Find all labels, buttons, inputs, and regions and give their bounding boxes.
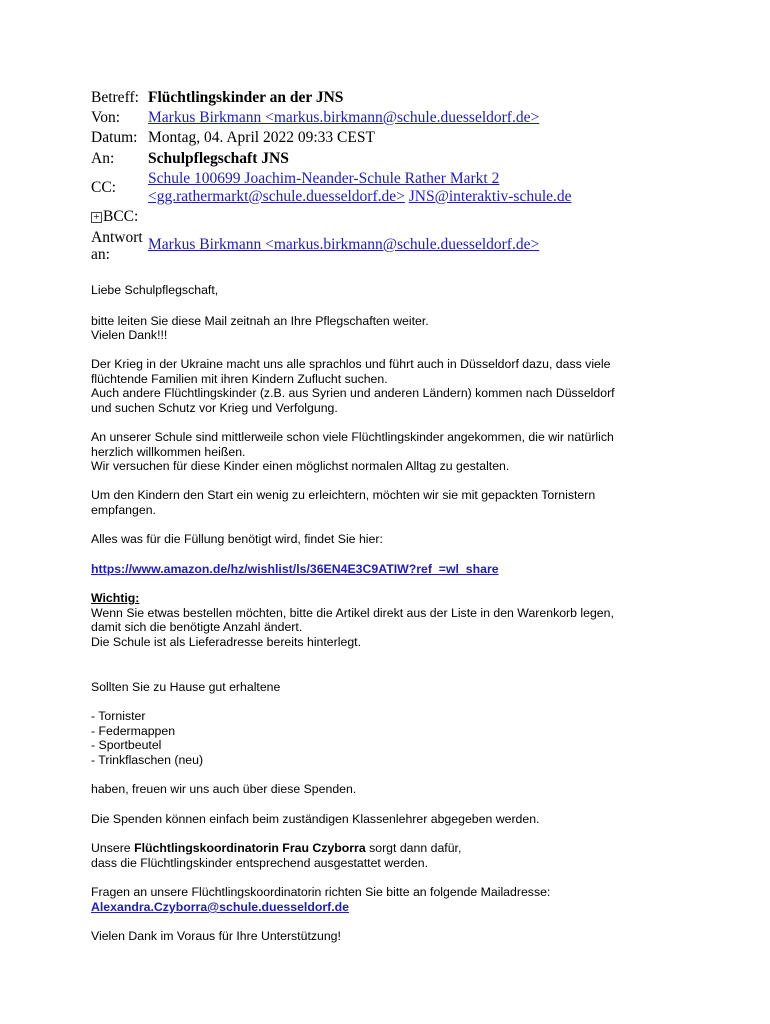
to-value: Schulpflegschaft JNS <box>148 150 289 167</box>
reply-to-link[interactable]: Markus Birkmann <markus.birkmann@schule.duesseldorf.de> <box>148 236 540 253</box>
subject-value: Flüchtlingskinder an der JNS <box>148 89 344 106</box>
reply-to-label <box>91 229 143 263</box>
body-line: An unserer Schule sind mittlerweile schon viele Flüchtlingskinder angekommen, die wir natürlich <box>91 430 614 444</box>
reply-to-label-line2: an: <box>91 246 110 263</box>
body-line: Wenn Sie etwas bestellen möchten, bitte die Artikel direkt aus der Liste in den Warenkorb legen, <box>91 606 614 620</box>
from-link[interactable]: Markus Birkmann <markus.birkmann@schule.duesseldorf.de> <box>148 109 540 126</box>
body-line: Wir versuchen für diese Kinder einen möglichst normalen Alltag zu gestalten. <box>91 459 510 473</box>
body-line: Sollten Sie zu Hause gut erhaltene <box>91 680 281 694</box>
body-line: haben, freuen wir uns auch über diese Spenden. <box>91 782 357 796</box>
coordinator-line <box>91 841 461 856</box>
wishlist-link[interactable]: https://www.amazon.de/hz/wishlist/ls/36EN4E3C9ATIW?ref_=wl_share <box>91 562 499 576</box>
body-line: Der Krieg in der Ukraine macht uns alle sprachlos und führt auch in Düsseldorf dazu, dass viele <box>91 357 611 371</box>
cc-line-2 <box>148 187 572 207</box>
body-line: und suchen Schutz vor Krieg und Verfolgung. <box>91 401 338 415</box>
body-line: dass die Flüchtlingskinder entsprechend ausgestattet werden. <box>91 856 428 870</box>
list-item: - Tornister <box>91 709 146 723</box>
list-item: - Trinkflaschen (neu) <box>91 753 204 767</box>
coordinator-name: Flüchtlingskoordinatorin Frau Czyborra <box>134 841 366 855</box>
reply-to-label-line1: Antwort <box>91 229 143 246</box>
date-label: Datum: <box>91 129 138 146</box>
from-label: Von: <box>91 109 121 126</box>
body-line: damit sich die benötigte Anzahl ändert. <box>91 620 303 634</box>
body-line: Die Schule ist als Lieferadresse bereits hinterlegt. <box>91 635 361 649</box>
cc-row <box>91 169 731 209</box>
bcc-label: BCC: <box>103 208 139 225</box>
body-line: Alles was für die Füllung benötigt wird, findet Sie hier: <box>91 532 383 546</box>
expand-plus-icon[interactable]: + <box>91 212 102 223</box>
cc-link-gg[interactable]: <gg.rathermarkt@schule.duesseldorf.de> <box>148 188 405 205</box>
cc-label: CC: <box>91 179 116 196</box>
to-label: An: <box>91 150 115 167</box>
subject-label: Betreff: <box>91 89 139 106</box>
contact-email-link[interactable]: Alexandra.Czyborra@schule.duesseldorf.de <box>91 900 350 914</box>
body-line: Fragen an unsere Flüchtlingskoordinatorin richten Sie bitte an folgende Mailadresse: <box>91 885 551 899</box>
body-line: bitte leiten Sie diese Mail zeitnah an Ihre Pflegschaften weiter. <box>91 314 429 328</box>
body-line: flüchtende Familien mit ihren Kindern Zuflucht suchen. <box>91 372 388 386</box>
body-line: Vielen Dank!!! <box>91 328 168 342</box>
body-line: herzlich willkommen heißen. <box>91 445 246 459</box>
reply-to-row <box>91 229 731 267</box>
body-line: Um den Kindern den Start ein wenig zu erleichtern, möchten wir sie mit gepackten Tornistern <box>91 488 596 502</box>
greeting: Liebe Schulpflegschaft, <box>91 283 219 297</box>
coordinator-pre: Unsere <box>91 841 135 855</box>
cc-link-jns[interactable]: JNS@interaktiv-schule.de <box>408 188 572 205</box>
list-item: - Federmappen <box>91 724 176 738</box>
important-label: Wichtig: <box>91 591 140 605</box>
cc-link-school[interactable]: Schule 100699 Joachim-Neander-Schule Rather Markt 2 <box>148 170 500 187</box>
closing-line: Vielen Dank im Voraus für Ihre Unterstützung! <box>91 929 341 943</box>
list-item: - Sportbeutel <box>91 738 162 752</box>
body-line: empfangen. <box>91 503 156 517</box>
body-line: Die Spenden können einfach beim zuständigen Klassenlehrer abgegeben werden. <box>91 812 540 826</box>
date-value: Montag, 04. April 2022 09:33 CEST <box>148 129 375 146</box>
bcc-label-group <box>91 207 138 227</box>
body-line: Auch andere Flüchtlingskinder (z.B. aus Syrien und anderen Ländern) kommen nach Düsseldorf <box>91 386 615 400</box>
coordinator-post: sorgt dann dafür, <box>365 841 462 855</box>
